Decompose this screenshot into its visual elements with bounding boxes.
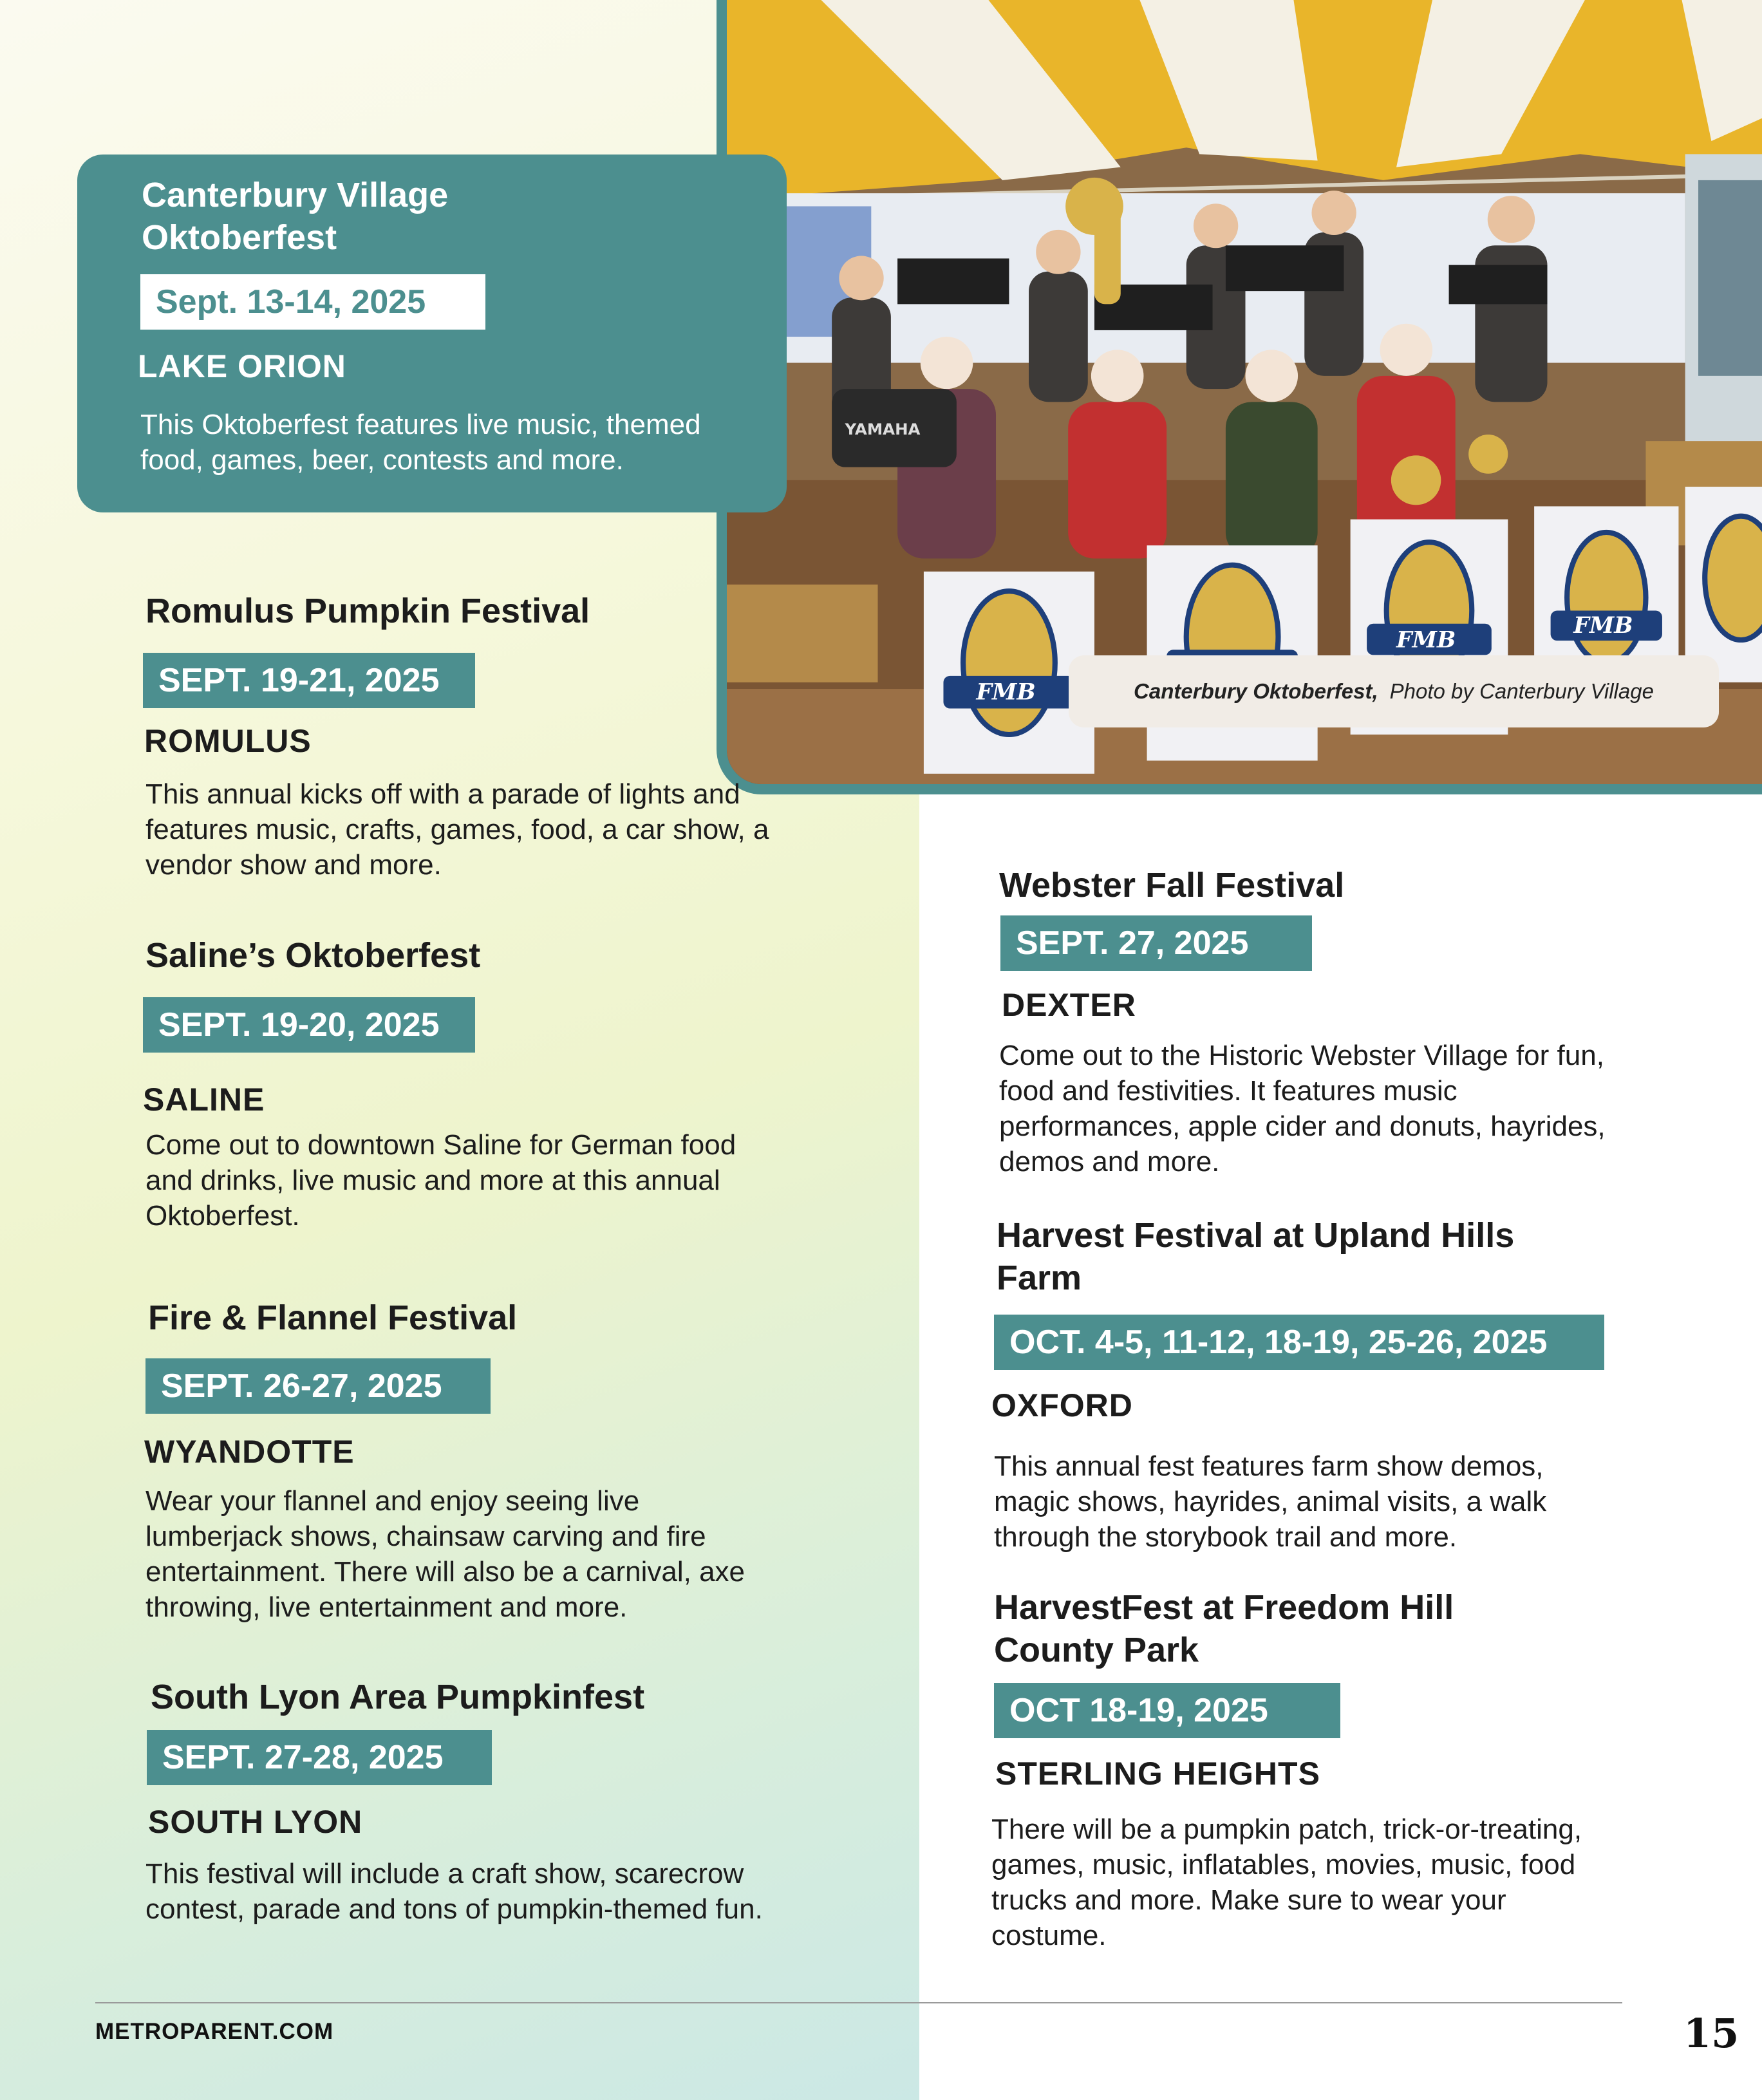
event-location: WYANDOTTE [144, 1434, 355, 1470]
event-title: South Lyon Area Pumpkinfest [151, 1678, 645, 1716]
event-description: This festival will include a craft show, scarecrow contest, parade and tons of pumpkin-themed fun. [145, 1858, 763, 1925]
banner-label: FMB [1396, 627, 1456, 653]
event-romulus [144, 590, 769, 881]
event-freedom-hill [991, 1586, 1582, 1951]
event-description: Come out to downtown Saline for German food and drinks, live music and more at this annual Oktoberfest. [145, 1129, 736, 1232]
event-title: Romulus Pumpkin Festival [145, 592, 590, 630]
event-fire-flannel [144, 1297, 745, 1623]
event-location: SOUTH LYON [148, 1804, 363, 1840]
event-location: STERLING HEIGHTS [995, 1756, 1320, 1792]
event-description: Come out to the Historic Webster Village for fun, food and festivities. It features music performances, apple cider and donuts, hayrides, demos and more. [999, 1040, 1606, 1177]
event-title: Saline’s Oktoberfest [145, 936, 481, 975]
event-location: OXFORD [991, 1387, 1133, 1423]
event-date: OCT 18-19, 2025 [994, 1683, 1340, 1738]
featured-event-card [77, 155, 787, 512]
event-south-lyon [145, 1676, 763, 1925]
event-description: Wear your flannel and enjoy seeing live lumberjack shows, chainsaw carving and fire entertainment. There will also be a carnival, axe throwing, live entertainment and more. [145, 1485, 745, 1623]
event-date: OCT. 4-5, 11-12, 18-19, 25-26, 2025 [994, 1315, 1604, 1370]
caption-title: Canterbury Oktoberfest, [1134, 679, 1378, 703]
event-date: SEPT. 19-20, 2025 [143, 997, 475, 1053]
photo-caption [1069, 655, 1719, 727]
event-title: HarvestFest at Freedom Hill County Park [994, 1588, 1454, 1669]
event-date: SEPT. 27-28, 2025 [147, 1730, 492, 1785]
featured-event-description: This Oktoberfest features live music, themed food, games, beer, contests and more. [140, 409, 701, 476]
event-saline [143, 934, 736, 1232]
page-number: 15 [1683, 2010, 1739, 2057]
drum-brand: YAMAHA [845, 420, 921, 438]
footer-divider [95, 2002, 1622, 2003]
featured-event-title: Canterbury Village Oktoberfest [142, 176, 449, 257]
event-title: Fire & Flannel Festival [148, 1298, 518, 1337]
event-location: ROMULUS [144, 723, 312, 759]
banner-label: FMB [976, 679, 1036, 706]
event-date: SEPT. 19-21, 2025 [143, 653, 475, 708]
event-webster [999, 864, 1606, 1177]
event-upland-hills [991, 1214, 1550, 1553]
event-description: This annual fest features farm show demos, magic shows, hayrides, animal visits, a walk through the storybook trail and more. [994, 1450, 1547, 1553]
featured-event-date: Sept. 13-14, 2025 [140, 274, 485, 330]
banner-label: FMB [1573, 613, 1633, 639]
featured-event-location: LAKE ORION [138, 348, 346, 384]
event-title: Webster Fall Festival [999, 866, 1345, 905]
event-date: SEPT. 26-27, 2025 [145, 1358, 491, 1414]
caption-credit: Photo by Canterbury Village [1389, 679, 1654, 703]
event-location: DEXTER [1002, 987, 1136, 1023]
event-description: This annual kicks off with a parade of lights and features music, crafts, games, food, a car show, a vendor show and more. [145, 778, 769, 881]
event-location: SALINE [143, 1082, 265, 1118]
site-name: METROPARENT.COM [95, 2019, 334, 2044]
event-date: SEPT. 27, 2025 [1000, 915, 1312, 971]
event-description: There will be a pumpkin patch, trick-or-treating, games, music, inflatables, movies, music, food trucks and more. Make sure to wear your costume. [991, 1814, 1582, 1951]
event-title: Harvest Festival at Upland Hills Farm [997, 1216, 1515, 1297]
